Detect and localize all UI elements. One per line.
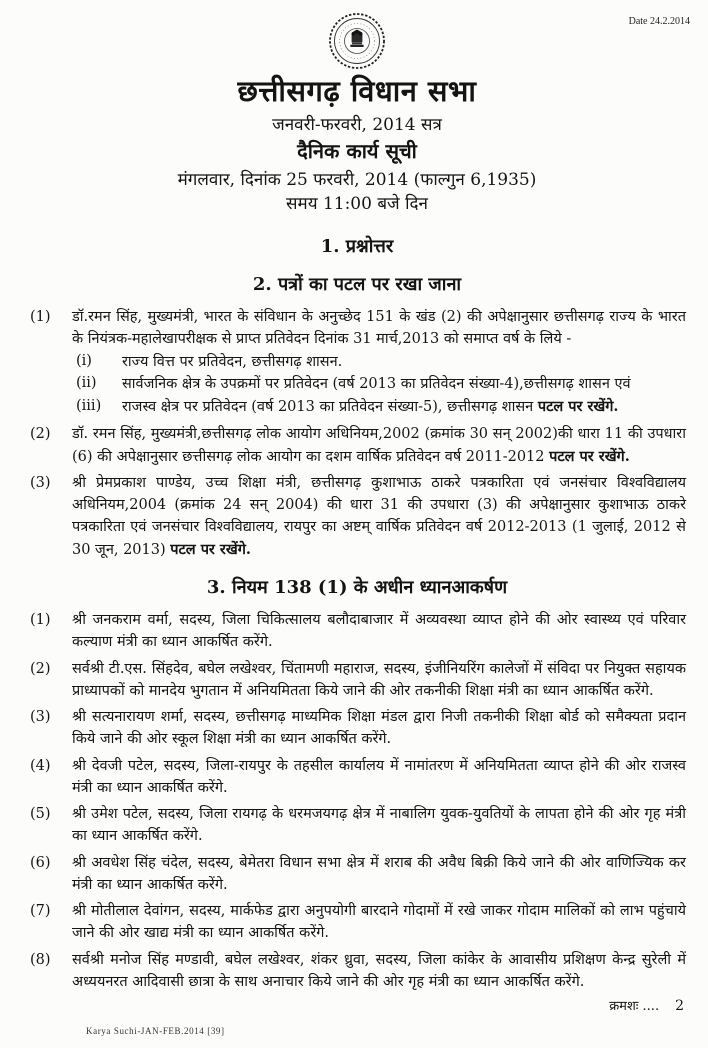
- sub-item-number: (i): [76, 352, 92, 369]
- item-body-text: श्री देवजी पटेल, सदस्य, जिला-रायपुर के तहसील कार्यालय में नामांतरण में अनियमितता व्याप्त होने की ओर राजस्व मंत्री का ध्यान आकर्षित करेंगे.: [72, 757, 686, 796]
- item-number: (3): [30, 709, 51, 726]
- sub-item-body-text: सार्वजनिक क्षेत्र के उपक्रमों पर प्रतिवेदन (वर्ष 2013 का प्रतिवेदन संख्या-4),छत्तीसगढ़ शासन एवं: [122, 376, 631, 393]
- sub-item-iii: [72, 396, 686, 419]
- item-body-text: श्री अवधेश सिंह चंदेल, सदस्य, बेमेतरा विधान सभा क्षेत्र में शराब की अवैध बिक्री किये जाने की ओर वाणिज्यिक कर मंत्री का ध्यान आकर्षित करेंगे.: [72, 854, 686, 893]
- session-line: जनवरी-फरवरी, 2014 सत्र: [272, 115, 442, 135]
- item-bold-text: पटल पर रखेंगे.: [549, 447, 630, 465]
- item-text: [72, 804, 686, 848]
- page-number: 2: [675, 998, 684, 1014]
- item-text: [72, 901, 686, 945]
- sub-item-text: [122, 396, 686, 419]
- assembly-seal-icon: [328, 12, 386, 70]
- attention-item-7: [28, 901, 686, 945]
- item-text: [72, 756, 686, 800]
- attention-item-5: [28, 804, 686, 848]
- item-text: [72, 307, 686, 419]
- item-text: [72, 424, 686, 469]
- item-number: (2): [30, 660, 51, 677]
- section-3-heading: 3. नियम 138 (1) के अधीन ध्यानआकर्षण: [206, 577, 508, 599]
- attention-item-8: [28, 950, 686, 994]
- sub-item-text: [122, 373, 686, 396]
- item-number: (6): [30, 854, 51, 871]
- item-body-text: डॉ. रमन सिंह, मुख्यमंत्री,छत्तीसगढ़ लोक आयोग अधिनियम,2002 (क्रमांक 30 सन् 2002)की धारा 11 की उपधारा (6) की अपेक्षानुसार छत्तीसगढ़ लोक आयोग का दशम वार्षिक प्रतिवेदन वर्ष 2011-2012: [72, 425, 686, 465]
- item-number: (8): [30, 951, 51, 968]
- section-1-heading: 1. प्रश्नोत्तर: [320, 236, 394, 257]
- paper-item-2: [28, 424, 686, 469]
- item-number: (4): [30, 757, 51, 774]
- item-text: [72, 950, 686, 994]
- attention-item-1: [28, 610, 686, 654]
- page-title: छत्तीसगढ़ विधान सभा: [237, 74, 477, 108]
- item-body-text: श्री मोतीलाल देवांगन, सदस्य, मार्कफेड द्वारा अनुपयोगी बारदाने गोदामों में रखे जाकर गोदाम मालिकों को लाभ पहुंचाये जाने की ओर खाद्य मंत्री का ध्यान आकर्षित करेंगे.: [72, 903, 686, 941]
- attention-item-3: [28, 707, 686, 751]
- paper-item-3: [28, 473, 686, 561]
- item-body-text: सर्वश्री टी.एस. सिंहदेव, बघेल लखेश्वर, चिंतामणी महाराज, सदस्य, इंजीनियरिंग कालेजों में संविदा पर नियुक्त सहायक प्राध्यापकों को मानदेय भुगतान में अनियमितता किये जाने की ओर तकनीकी शिक्षा मंत्री का ध्यान आकर्षित करेंगे.: [72, 660, 686, 699]
- item-text: [72, 473, 686, 561]
- document-header: [28, 12, 686, 214]
- continuation-label: क्रमशः ....: [609, 999, 660, 1014]
- item-text: [72, 853, 686, 897]
- paper-item-1: [28, 307, 686, 419]
- sub-item-number: (iii): [76, 398, 102, 414]
- sub-item-ii: [72, 373, 686, 396]
- document-reference: Karya Suchi-JAN-FEB.2014 [39]: [86, 1026, 225, 1036]
- sitting-date-line: मंगलवार, दिनांक 25 फरवरी, 2014 (फाल्गुन 6,1935): [177, 170, 537, 190]
- item-body-text: श्री उमेश पटेल, सदस्य, जिला रायगढ़ के धरमजयगढ़ क्षेत्र में नाबालिग युवक-युवतियों के लापता होने की ओर गृह मंत्री का ध्यान आकर्षित करेंगे.: [72, 806, 686, 844]
- item-body-text: सर्वश्री मनोज सिंह मण्डावी, बघेल लखेश्वर, शंकर ध्रुवा, सदस्य, जिला कांकेर के आवासीय प्रशिक्षण केन्द्र सुरेली में अध्ययनरत आदिवासी छात्रा के साथ अनाचार किये जाने की ओर गृह मंत्री का ध्यान आकर्षित करेंगे.: [72, 951, 686, 990]
- item-number: (1): [30, 612, 51, 629]
- item-number: (2): [30, 425, 51, 442]
- continuation-note: [609, 996, 684, 1014]
- sub-item-bold-text: पटल पर रखेंगे.: [537, 398, 619, 415]
- item-text: [72, 659, 686, 703]
- sub-item-body-text: राज्य वित्त पर प्रतिवेदन, छत्तीसगढ़ शासन.: [122, 353, 343, 370]
- item-body-text: श्री प्रेमप्रकाश पाण्डेय, उच्च शिक्षा मंत्री, छत्तीसगढ़ कुशाभाऊ ठाकरे पत्रकारिता एवं जनसंचार विश्वविद्यालय अधिनियम,2004 (क्रमांक 24 सन् 2004) की धारा 31 की उपधारा (3) की अपेक्षानुसार कुशाभाऊ ठाकरे पत्रकारिता एवं जनसंचार विश्वविद्यालय, रायपुर का अष्टम् वार्षिक प्रतिवेदन वर्ष 2012-2013 (1 जुलाई, 2012 से 30 जून, 2013): [72, 475, 686, 558]
- attention-item-6: [28, 853, 686, 897]
- sub-item-body-text: राजस्व क्षेत्र पर प्रतिवेदन (वर्ष 2013 का प्रतिवेदन संख्या-5), छत्तीसगढ़ शासन: [122, 399, 538, 415]
- item-text: [72, 610, 686, 654]
- sub-item-number: (ii): [76, 375, 97, 392]
- item-number: (7): [30, 903, 51, 920]
- item-number: (5): [30, 806, 51, 823]
- sitting-time-line: समय 11:00 बजे दिन: [286, 194, 428, 214]
- sub-item-text: [122, 351, 686, 374]
- item-body-text: श्री जनकराम वर्मा, सदस्य, जिला चिकित्सालय बलौदाबाजार में अव्यवस्था व्याप्त होने की ओर स्वास्थ्य एवं परिवार कल्याण मंत्री का ध्यान आकर्षित करेंगे.: [72, 612, 686, 650]
- item-body-text: डॉ.रमन सिंह, मुख्यमंत्री, भारत के संविधान के अनुच्छेद 151 के खंड (2) की अपेक्षानुसार छत्तीसगढ़ राज्य के भारत के नियंत्रक-महालेखापरीक्षक से प्राप्त प्रतिवेदन दिनांक 31 मार्च,2013 को समाप्त वर्ष के लिये -: [72, 309, 686, 347]
- attention-item-4: [28, 756, 686, 800]
- item-number: (1): [30, 309, 51, 325]
- item-bold-text: पटल पर रखेंगे.: [170, 540, 251, 558]
- attention-item-2: [28, 659, 686, 703]
- item-text: [72, 707, 686, 751]
- section-2-heading: 2. पत्रों का पटल पर रखा जाना: [252, 274, 462, 295]
- list-title: दैनिक कार्य सूची: [297, 139, 417, 163]
- date-stamp: Date 24.2.2014: [628, 16, 690, 27]
- sub-item-i: [72, 351, 686, 374]
- item-body-text: श्री सत्यनारायण शर्मा, सदस्य, छत्तीसगढ़ माध्यमिक शिक्षा मंडल द्वारा निजी तकनीकी शिक्षा बोर्ड को समैक्यता प्रदान किये जाने की ओर स्कूल शिक्षा मंत्री का ध्यान आकर्षित करेंगे.: [72, 709, 686, 747]
- item-number: (3): [30, 475, 51, 492]
